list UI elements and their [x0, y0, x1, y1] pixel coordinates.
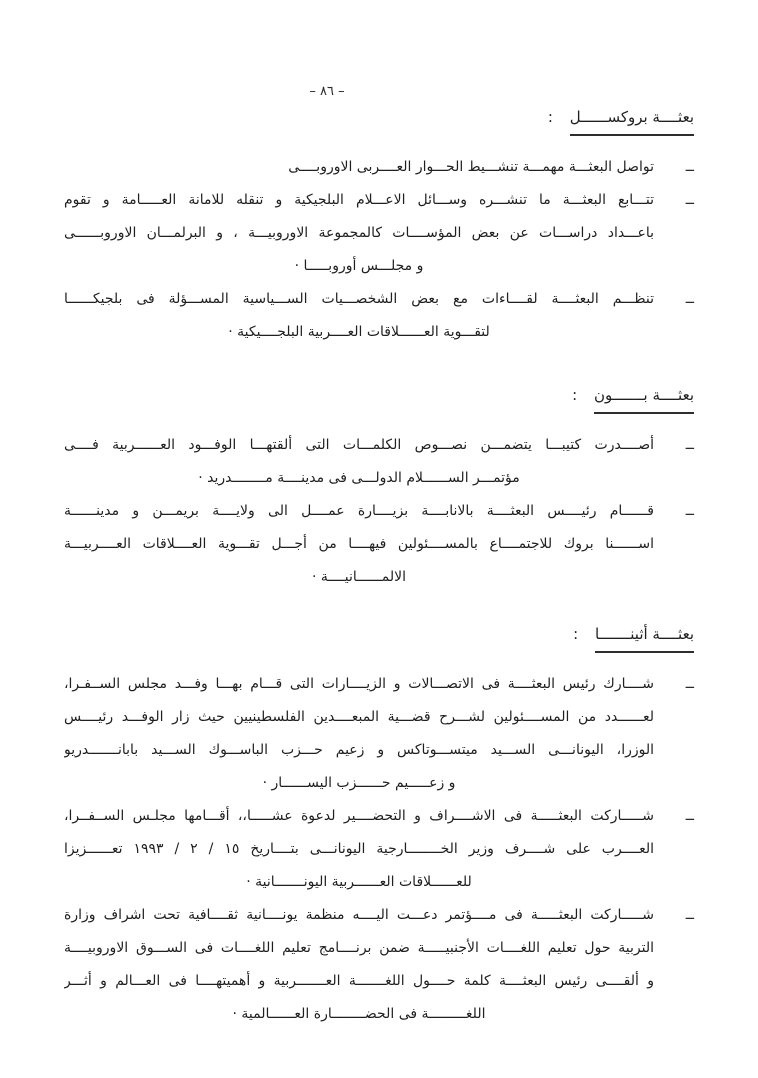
- list-item: [64, 151, 694, 184]
- text-line: شــــارك رئيس البعثــــة فى الاتصـــالات و الزيــــارات التى قـــام بهـــا وفـــد مجلس الســفـرا،: [64, 676, 654, 692]
- dash-bullet-icon: ــ: [685, 503, 694, 519]
- text-line: اســــــنا بروك للاجتمــــاع بالمســــئولين فيهــــا من أجـــل تقـــوية العــــلاقات العــــربيـــة: [64, 536, 654, 552]
- page-number: – ٨٦ –: [309, 84, 345, 99]
- bullet-list: [64, 151, 694, 349]
- bullet-list: [64, 429, 694, 594]
- text-line: و مجلـــس أوروبـــــا ·: [294, 258, 424, 274]
- list-item: [64, 668, 694, 800]
- heading-colon: :: [573, 625, 579, 643]
- text-line: تواصل البعثـــة مهمـــة تنشـــيط الحـــوار العــــربى الاوروبــــى: [288, 159, 654, 175]
- text-line: شـــــاركت البعثـــــة فى مــــؤتمر دعـــت اليــــه منظمة يونــــانية ثقــــافية تحت اشراف وزارة: [64, 907, 654, 923]
- text-line: باعـــداد دراســـات عن بعض المؤســــات كالمجموعة الاوروبيـــة ، و البرلمـــان الاوروبــــــى: [64, 225, 654, 241]
- text-line: و ألقــــى رئيس البعثــــة كلمة حــــول اللغـــــــة العـــــــربية و أهميتهــــا فى العـــالم و أثـــر: [64, 973, 654, 989]
- bullet-list: [64, 668, 694, 1031]
- heading-colon: :: [572, 386, 578, 404]
- item-text: [64, 899, 654, 1031]
- section-heading-brussels: [64, 107, 694, 136]
- item-text: [64, 495, 654, 594]
- section-brussels: [64, 107, 694, 349]
- text-line: مؤتمـــر الســــــلام الدولـــى فى مدينــــة مــــــــدريد ·: [198, 470, 520, 486]
- text-line: تنظـــم البعثــــة لقــــاءات مع بعض الشخصـــيات الســـياسية المســـؤلة فى بلجيكــــــا: [64, 291, 654, 307]
- dash-bullet-icon: ــ: [685, 907, 694, 923]
- item-text: [64, 668, 654, 800]
- dash-bullet-icon: ــ: [685, 808, 694, 824]
- item-text: [64, 800, 654, 899]
- text-line: و زعـــــيم حــــــزب اليســــــار ·: [262, 775, 456, 791]
- dash-bullet-icon: ــ: [685, 159, 694, 175]
- text-line: الوزرا، اليونانـــى الســـيد ميتســـوتاكس و زعيم حـــزب الباســـوك الســـيد بابانـــــــدريو: [64, 742, 654, 758]
- list-item: [64, 800, 694, 899]
- text-line: التربية حول تعليم اللغــــات الأجنبيـــــة ضمن برنــــامج تعليم اللغــــات فى الســـوق الاوروبيــــة: [64, 940, 654, 956]
- text-line: شـــــاركت البعثـــــة فى الاشــــراف و التحضــــير لدعوة عشـــــا،، أقـــامها مجلـس الســفــرا،: [64, 808, 654, 824]
- list-item: [64, 429, 694, 495]
- text-line: لتقـــوية العــــــلاقات العــــربية البلجــــيكية ·: [228, 324, 490, 340]
- heading-text: بعثــــة بروكســــــل: [570, 107, 694, 136]
- list-item: [64, 184, 694, 283]
- text-line: قــــــام رئيــــس البعثــــة بالانابــــة بزيــــارة عمــــل الى ولايــــة بريمـــن و مدينــــــة: [64, 503, 654, 519]
- heading-text: بعثــــة أثينـــــــا: [595, 624, 694, 653]
- section-bonn: [64, 385, 694, 594]
- list-item: [64, 283, 694, 349]
- heading-colon: :: [547, 108, 553, 126]
- item-text: [64, 184, 654, 283]
- text-line: لعــــــدد من المســــئولين لشـــرح قضـــية المبعــــدين الفلسطينيين حيث زار الوفـــد رئيــــس: [64, 709, 654, 725]
- section-heading-bonn: [64, 385, 694, 414]
- text-line: اللغـــــــــة فى الحضــــــــارة العــــــالمية ·: [232, 1006, 486, 1022]
- text-line: تتـــابع البعثـــة ما تنشـــره وســـائل الاعـــلام البلجيكية و تنقله للامانة العـــــامة و تقوم: [64, 192, 654, 208]
- text-line: للعــــــلاقات العــــــربية اليونـــــــانية ·: [246, 874, 472, 890]
- text-line: العــــرب على شــــرف وزير الخــــــــارجية اليونانـــى بتــــاريخ ١٥ / ٢ / ١٩٩٣ تعــــــزيزا: [64, 841, 654, 857]
- text-line: الالمــــــانيــــة ·: [311, 569, 407, 585]
- section-athens: [64, 624, 694, 1031]
- item-text: [64, 429, 654, 495]
- dash-bullet-icon: ــ: [685, 676, 694, 692]
- item-text: [64, 151, 654, 184]
- heading-text: بعثــــة بـــــــون: [594, 385, 694, 414]
- dash-bullet-icon: ــ: [685, 291, 694, 307]
- list-item: [64, 495, 694, 594]
- section-heading-athens: [64, 624, 694, 653]
- dash-bullet-icon: ــ: [685, 437, 694, 453]
- text-line: أصــــدرت كتيبـــا يتضمـــن نصـــوص الكلمـــات التى ألقتهـــا الوفـــود العــــــربية فــــى: [64, 437, 654, 453]
- item-text: [64, 283, 654, 349]
- list-item: [64, 899, 694, 1031]
- dash-bullet-icon: ــ: [685, 192, 694, 208]
- document-content: [0, 107, 758, 1031]
